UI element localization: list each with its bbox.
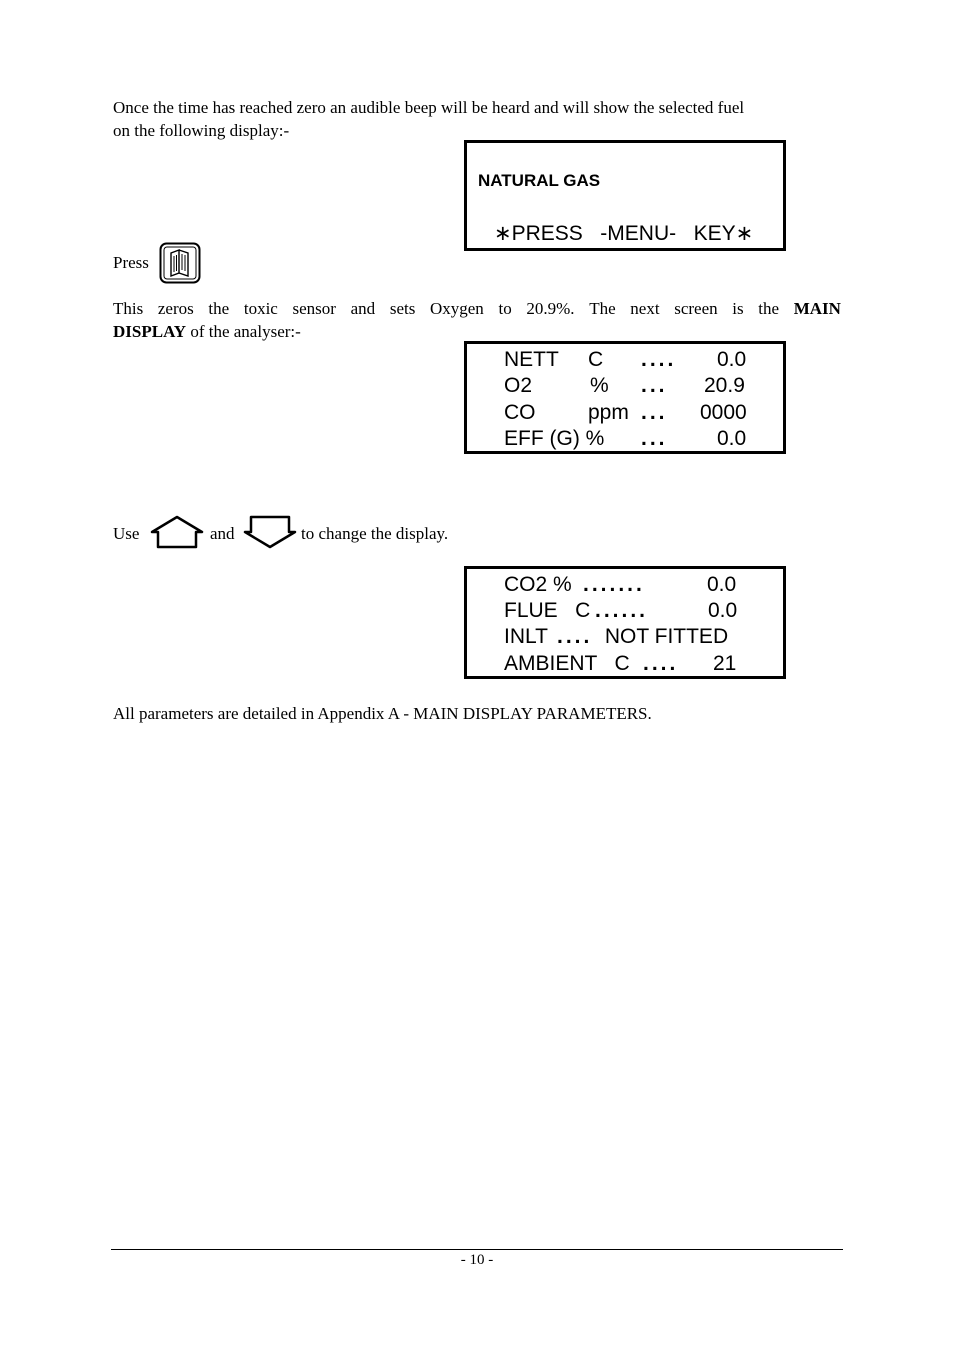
secondary-row-label: AMBIENT C xyxy=(504,652,636,675)
main-row-value: 0.0 xyxy=(717,348,747,371)
zero-text-line-2 xyxy=(113,320,301,343)
secondary-row-dots: ....... xyxy=(583,573,645,596)
secondary-row-dots: .... xyxy=(643,652,679,675)
appendix-note: All parameters are detailed in Appendix A - MAIN DISPLAY PARAMETERS. xyxy=(113,704,652,723)
main-row-dots: .... xyxy=(641,348,677,371)
secondary-row-value: 0.0 xyxy=(708,599,738,622)
secondary-row-value: 0.0 xyxy=(707,573,737,596)
secondary-row-label: INLT xyxy=(504,625,554,648)
lcd-main-display xyxy=(464,341,786,454)
zero-text-line-1 xyxy=(113,297,841,320)
secondary-row-label: CO2 % xyxy=(504,573,572,596)
word: the xyxy=(208,299,230,318)
main-row-dots: ... xyxy=(641,401,668,424)
main-row-value: 0.0 xyxy=(717,427,747,450)
word: screen xyxy=(674,299,718,318)
word: sets xyxy=(389,299,416,318)
word: zeros xyxy=(157,299,194,318)
press-label: Press xyxy=(113,253,149,272)
lcd-fuel-display xyxy=(464,140,786,251)
main-row-dots: ... xyxy=(641,374,668,397)
word: next xyxy=(630,299,660,318)
and-label: and xyxy=(210,524,235,543)
word-main: MAIN xyxy=(793,299,841,318)
lcd-fuel-name: NATURAL GAS xyxy=(478,171,601,190)
word: and xyxy=(350,299,376,318)
word: is xyxy=(732,299,744,318)
menu-book-icon[interactable] xyxy=(159,242,201,284)
page-number: - 10 - xyxy=(460,1252,494,1268)
up-arrow-icon[interactable] xyxy=(149,514,205,550)
secondary-row-value: 21 xyxy=(713,652,737,675)
word: This xyxy=(113,299,144,318)
intro-line-1: Once the time has reached zero an audible beep will be heard and will show the selected fuel xyxy=(113,98,745,117)
main-row-label: NETT xyxy=(504,348,559,371)
secondary-row-dots: .... xyxy=(557,625,593,648)
main-row-dots: ... xyxy=(641,427,668,450)
main-row-label: CO xyxy=(504,401,536,424)
line-2-rest: of the analyser:- xyxy=(186,322,301,341)
secondary-row-label: FLUE C xyxy=(504,599,591,622)
main-row-label: EFF (G) % xyxy=(504,427,605,450)
word: Oxygen xyxy=(429,299,484,318)
secondary-row-value: NOT FITTED xyxy=(599,625,729,648)
main-row-unit: C xyxy=(588,348,604,371)
lcd-secondary-display xyxy=(464,566,786,679)
main-row-label: O2 xyxy=(504,374,533,397)
lcd-press-menu-prompt: ∗PRESS -MENU- KEY∗ xyxy=(494,222,754,245)
main-row-unit: % xyxy=(590,374,609,397)
word: the xyxy=(758,299,780,318)
intro-line-2: on the following display:- xyxy=(113,121,290,140)
main-row-value: 0000 xyxy=(700,401,747,424)
word: 20.9%. xyxy=(526,299,575,318)
change-display-text: to change the display. xyxy=(301,524,449,543)
word: The xyxy=(589,299,616,318)
word: to xyxy=(498,299,512,318)
use-label: Use xyxy=(113,524,140,543)
secondary-row-dots: ...... xyxy=(595,599,649,622)
down-arrow-icon[interactable] xyxy=(242,514,298,550)
word: toxic xyxy=(243,299,278,318)
word-display: DISPLAY xyxy=(113,322,187,341)
main-row-value: 20.9 xyxy=(704,374,745,397)
main-row-unit: ppm xyxy=(588,401,629,424)
word: sensor xyxy=(292,299,336,318)
footer-rule xyxy=(111,1249,843,1250)
